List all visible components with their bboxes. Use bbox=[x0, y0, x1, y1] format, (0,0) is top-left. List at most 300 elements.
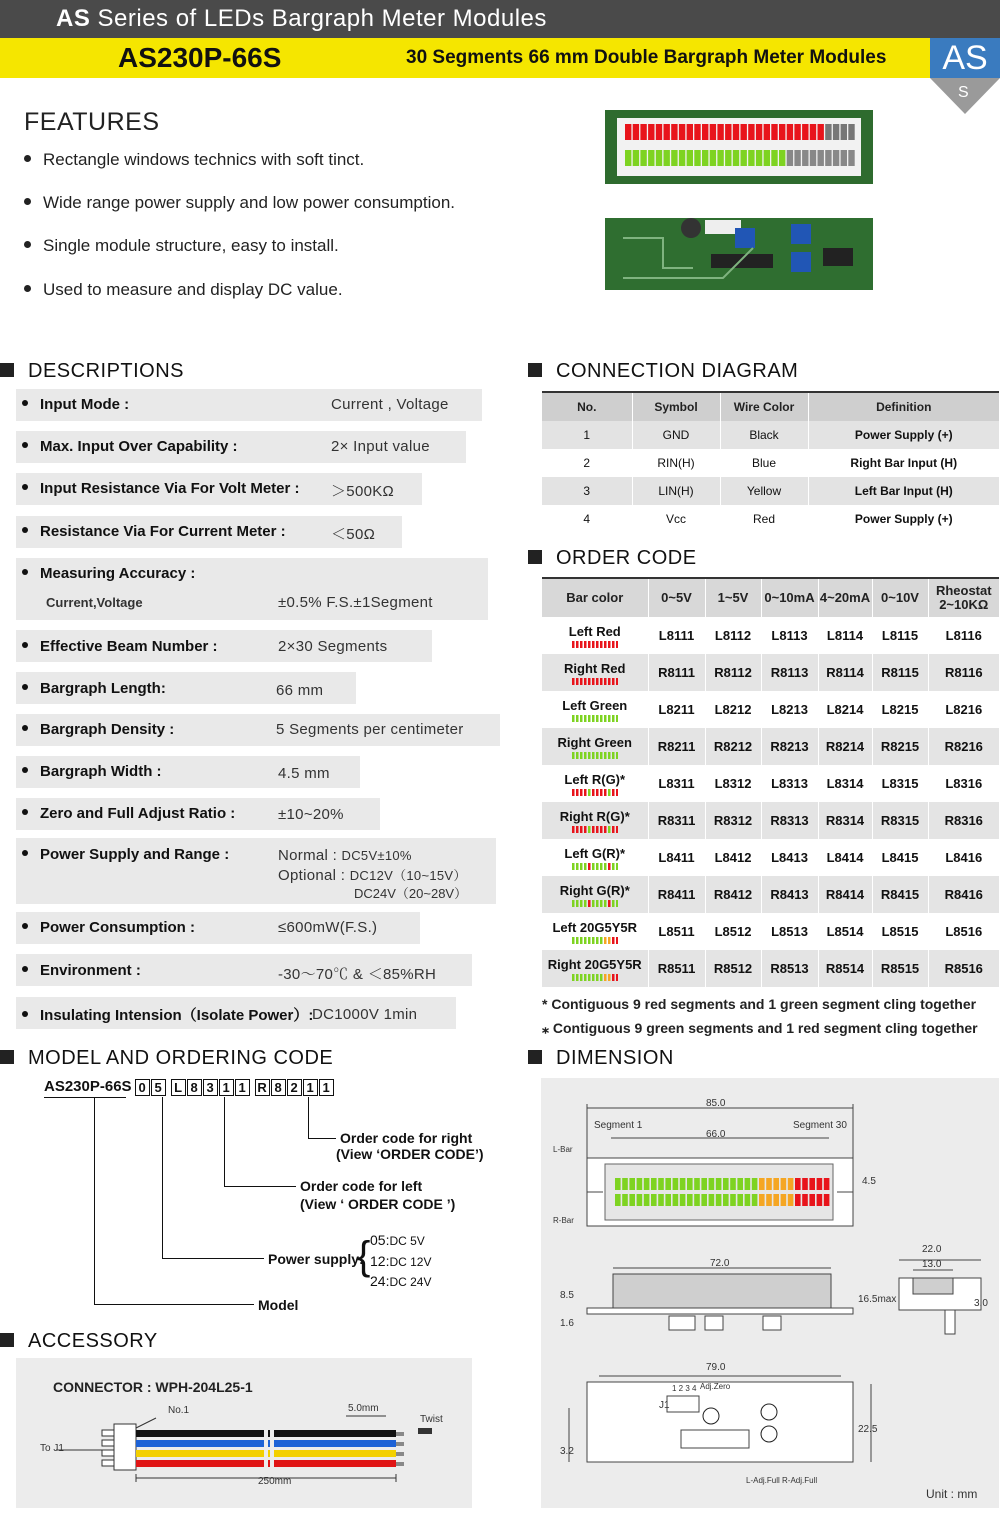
photo-led-segment bbox=[779, 124, 785, 140]
led-segment bbox=[604, 863, 607, 870]
order-code-cell: R8113 bbox=[761, 654, 818, 691]
led-segment bbox=[608, 863, 611, 870]
order-code-cell: L8511 bbox=[648, 913, 705, 950]
order-code-cell: R8416 bbox=[928, 876, 999, 913]
order-code-cell: L8411 bbox=[648, 839, 705, 876]
features-title: FEATURES bbox=[24, 108, 160, 136]
dim-led-segment bbox=[687, 1178, 693, 1190]
dim-led-segment bbox=[788, 1194, 794, 1206]
model-code-title: MODEL AND ORDERING CODE bbox=[0, 1047, 333, 1070]
table-row bbox=[542, 654, 999, 691]
led-segment bbox=[596, 826, 599, 833]
led-segment bbox=[596, 678, 599, 685]
model-subtitle: 30 Segments 66 mm Double Bargraph Meter Modules bbox=[406, 47, 887, 68]
led-segment bbox=[600, 678, 603, 685]
led-segment bbox=[604, 826, 607, 833]
order-code-cell: R8516 bbox=[928, 950, 999, 987]
led-segment bbox=[584, 789, 587, 796]
order-code-cell: R8115 bbox=[872, 654, 928, 691]
led-segment bbox=[596, 863, 599, 870]
photo-led-segment bbox=[833, 150, 839, 166]
table-row bbox=[542, 913, 999, 950]
model-title: AS230P-66S bbox=[118, 42, 282, 73]
led-segment bbox=[600, 974, 603, 981]
leader-line bbox=[224, 1186, 296, 1187]
dim-led-segment bbox=[658, 1194, 664, 1206]
led-segment bbox=[572, 641, 575, 648]
order-title: ORDER CODE bbox=[528, 547, 697, 570]
dim-led-segment bbox=[759, 1178, 765, 1190]
photo-led-segment bbox=[710, 150, 716, 166]
led-segment bbox=[604, 715, 607, 722]
led-segment bbox=[608, 937, 611, 944]
dim-led-segment bbox=[781, 1194, 787, 1206]
led-segment bbox=[600, 900, 603, 907]
dim-led-segment bbox=[773, 1178, 779, 1190]
led-segment bbox=[600, 826, 603, 833]
led-segment bbox=[616, 678, 618, 685]
bar-color-swatch bbox=[572, 974, 618, 981]
led-segment bbox=[572, 826, 575, 833]
dim-85: 85.0 bbox=[706, 1098, 726, 1109]
photo-led-segment bbox=[733, 124, 739, 140]
dim-led-segment bbox=[680, 1194, 686, 1206]
photo-led-segment bbox=[702, 150, 708, 166]
photo-led-segment bbox=[671, 124, 677, 140]
photo-led-segment bbox=[787, 150, 793, 166]
order-code-cell: L8211 bbox=[648, 691, 705, 728]
dim-72: 72.0 bbox=[710, 1258, 730, 1269]
accessory-title: ACCESSORY bbox=[0, 1330, 158, 1353]
led-segment bbox=[592, 789, 595, 796]
feature-item: Wide range power supply and low power consumption. bbox=[24, 193, 455, 213]
led-segment bbox=[580, 715, 583, 722]
photo-led-segment bbox=[841, 150, 847, 166]
led-segment bbox=[588, 974, 591, 981]
desc-row: Zero and Full Adjust Ratio : ±10~20% bbox=[16, 798, 380, 830]
led-segment bbox=[588, 863, 591, 870]
dim-led-segment bbox=[615, 1178, 621, 1190]
table-row bbox=[542, 802, 999, 839]
desc-row: Bargraph Width : 4.5 mm bbox=[16, 756, 360, 788]
led-segment bbox=[576, 863, 579, 870]
col-header: Bar color bbox=[542, 579, 648, 617]
order-code-cell: L8512 bbox=[705, 913, 761, 950]
order-code-cell: R8413 bbox=[761, 876, 818, 913]
col-header: 1~5V bbox=[705, 579, 761, 617]
led-segment bbox=[592, 641, 595, 648]
photo-led-segment bbox=[702, 124, 708, 140]
led-segment bbox=[612, 789, 615, 796]
led-segment bbox=[580, 900, 583, 907]
bar-color-name: Right R(G)* bbox=[559, 809, 630, 824]
col-header: Wire Color bbox=[720, 393, 808, 421]
bar-color-name: Left 20G5Y5R bbox=[552, 920, 638, 935]
led-segment bbox=[616, 937, 618, 944]
power-option: 12:DC 12V bbox=[370, 1253, 432, 1269]
led-segment bbox=[604, 789, 607, 796]
dim-led-segment bbox=[817, 1178, 823, 1190]
leader-line bbox=[162, 1258, 264, 1259]
right-code-hint: (View ‘ORDER CODE’) bbox=[336, 1146, 484, 1162]
led-segment bbox=[576, 752, 579, 759]
led-segment bbox=[600, 641, 603, 648]
dim-led-segment bbox=[817, 1194, 823, 1206]
photo-led-segment bbox=[725, 124, 731, 140]
order-code-cell: L8415 bbox=[872, 839, 928, 876]
order-code-cell: R8116 bbox=[928, 654, 999, 691]
order-table bbox=[542, 579, 999, 987]
cable-drawing bbox=[36, 1398, 456, 1498]
order-code-cell: L8112 bbox=[705, 617, 761, 654]
dim-led-segment bbox=[622, 1178, 628, 1190]
order-code-cell: R8311 bbox=[648, 802, 705, 839]
led-segment bbox=[612, 937, 615, 944]
photo-led-segment bbox=[725, 150, 731, 166]
led-segment bbox=[616, 900, 618, 907]
led-segment bbox=[588, 715, 591, 722]
table-row bbox=[542, 876, 999, 913]
order-code-cell: L8316 bbox=[928, 765, 999, 802]
photo-led-segment bbox=[748, 124, 754, 140]
dim-led-segment bbox=[615, 1194, 621, 1206]
order-code-cell: R8513 bbox=[761, 950, 818, 987]
dim-66: 66.0 bbox=[706, 1129, 726, 1140]
led-segment bbox=[572, 678, 575, 685]
bar-color-name: Left Red bbox=[568, 624, 621, 639]
bar-color-swatch bbox=[572, 826, 618, 833]
photo-led-segment bbox=[717, 124, 723, 140]
order-code-cell: R8112 bbox=[705, 654, 761, 691]
led-segment bbox=[616, 715, 618, 722]
led-segment bbox=[584, 937, 587, 944]
underline bbox=[44, 1097, 126, 1098]
photo-led-segment bbox=[640, 150, 646, 166]
order-code-cell: L8416 bbox=[928, 839, 999, 876]
leader-line bbox=[94, 1304, 254, 1305]
order-code-cell: L8315 bbox=[872, 765, 928, 802]
dim-led-segment bbox=[651, 1178, 657, 1190]
led-segment bbox=[576, 715, 579, 722]
led-segment bbox=[584, 715, 587, 722]
order-code-cell: R8111 bbox=[648, 654, 705, 691]
photo-led-segment bbox=[787, 124, 793, 140]
dim-led-segment bbox=[766, 1178, 772, 1190]
dim-led-segment bbox=[644, 1194, 650, 1206]
led-segment bbox=[600, 863, 603, 870]
adj-zero-label: Adj.Zero bbox=[700, 1382, 731, 1391]
dim-led-segment bbox=[752, 1178, 758, 1190]
bar-color-name: Right Green bbox=[557, 735, 632, 750]
photo-led-segment bbox=[664, 124, 670, 140]
dim-led-segment bbox=[658, 1178, 664, 1190]
order-code-cell: L8311 bbox=[648, 765, 705, 802]
dimension-title: DIMENSION bbox=[528, 1047, 674, 1070]
table-row: 2 RIN(H) Blue Right Bar Input (H) bbox=[542, 449, 999, 477]
led-segment bbox=[604, 937, 607, 944]
led-segment bbox=[600, 937, 603, 944]
to-j1-label: To J1 bbox=[40, 1443, 64, 1454]
table-row bbox=[542, 950, 999, 987]
led-segment bbox=[588, 900, 591, 907]
order-code-cell: L8514 bbox=[818, 913, 872, 950]
led-segment bbox=[600, 789, 603, 796]
col-header: No. bbox=[542, 393, 632, 421]
led-segment bbox=[580, 826, 583, 833]
order-code-cell: R8414 bbox=[818, 876, 872, 913]
dim-led-segment bbox=[651, 1194, 657, 1206]
led-segment bbox=[584, 752, 587, 759]
led-segment bbox=[580, 641, 583, 648]
left-code-label: Order code for left bbox=[300, 1178, 423, 1194]
led-segment bbox=[588, 826, 591, 833]
led-segment bbox=[612, 863, 615, 870]
table-row: 4 Vcc Red Power Supply (+) bbox=[542, 505, 999, 533]
order-code-cell: R8213 bbox=[761, 728, 818, 765]
photo-led-segment bbox=[848, 124, 854, 140]
order-code-cell: L8216 bbox=[928, 691, 999, 728]
dim-led-segment bbox=[680, 1178, 686, 1190]
order-code-cell: R8415 bbox=[872, 876, 928, 913]
led-segment bbox=[588, 678, 591, 685]
cable-length: 250mm bbox=[258, 1476, 292, 1487]
order-code-cell: L8111 bbox=[648, 617, 705, 654]
bar-color-name: Right G(R)* bbox=[559, 883, 630, 898]
led-segment bbox=[616, 641, 618, 648]
series-title: AS Series of LEDs Bargraph Meter Modules bbox=[56, 5, 547, 32]
photo-led-segment bbox=[841, 124, 847, 140]
photo-led-segment bbox=[771, 150, 777, 166]
order-code-cell: L8212 bbox=[705, 691, 761, 728]
r-bar-label: R-Bar bbox=[553, 1216, 574, 1225]
dim-led-segment bbox=[694, 1178, 700, 1190]
led-segment bbox=[572, 863, 575, 870]
dimension-drawing bbox=[541, 1078, 999, 1508]
unit-label: Unit : mm bbox=[926, 1487, 978, 1501]
col-header: Definition bbox=[808, 393, 999, 421]
table-row: 3 LIN(H) Yellow Left Bar Input (H) bbox=[542, 477, 999, 505]
photo-led-segment bbox=[687, 124, 693, 140]
led-segment bbox=[576, 641, 579, 648]
led-segment bbox=[608, 974, 611, 981]
photo-led-segment bbox=[756, 124, 762, 140]
order-code-cell: L8116 bbox=[928, 617, 999, 654]
led-segment bbox=[604, 974, 607, 981]
dim-led-segment bbox=[795, 1194, 801, 1206]
order-code-cell: L8214 bbox=[818, 691, 872, 728]
led-segment bbox=[608, 826, 611, 833]
series-badge: AS bbox=[930, 38, 1000, 78]
led-segment bbox=[584, 641, 587, 648]
led-segment bbox=[588, 937, 591, 944]
dim-led-segment bbox=[809, 1194, 815, 1206]
photo-led-segment bbox=[802, 124, 808, 140]
led-segment bbox=[616, 826, 618, 833]
order-code-cell: L8313 bbox=[761, 765, 818, 802]
led-segment bbox=[580, 752, 583, 759]
led-segment bbox=[596, 752, 599, 759]
bar-color-swatch bbox=[572, 678, 618, 685]
bar-color-name: Left G(R)* bbox=[564, 846, 626, 861]
dim-led-segment bbox=[730, 1194, 736, 1206]
led-segment bbox=[576, 826, 579, 833]
leader-line bbox=[162, 1097, 163, 1259]
model-code: AS230P-66S 0 5 L 8 3 1 1 R 8 2 1 1 bbox=[44, 1078, 335, 1096]
led-segment bbox=[612, 826, 615, 833]
order-code-cell: L8414 bbox=[818, 839, 872, 876]
bar-color-name: Right 20G5Y5R bbox=[547, 957, 642, 972]
photo-led-segment bbox=[848, 150, 854, 166]
table-row bbox=[542, 839, 999, 876]
dim-led-segment bbox=[802, 1194, 808, 1206]
led-segment bbox=[608, 752, 611, 759]
dim-led-segment bbox=[766, 1194, 772, 1206]
led-segment bbox=[592, 715, 595, 722]
led-segment bbox=[584, 974, 587, 981]
desc-row: Environment : -30～70℃ & ＜85%RH bbox=[16, 954, 472, 986]
order-code-cell: R8212 bbox=[705, 728, 761, 765]
descriptions-title: DESCRIPTIONS bbox=[0, 360, 184, 383]
order-code-cell: L8115 bbox=[872, 617, 928, 654]
led-segment bbox=[584, 826, 587, 833]
led-segment bbox=[616, 863, 618, 870]
dim-led-segment bbox=[709, 1178, 715, 1190]
led-segment bbox=[592, 900, 595, 907]
col-header: 4~20mA bbox=[818, 579, 872, 617]
led-segment bbox=[580, 789, 583, 796]
led-segment bbox=[576, 789, 579, 796]
photo-led-segment bbox=[656, 124, 662, 140]
order-code-cell: R8514 bbox=[818, 950, 872, 987]
twist-label: Twist bbox=[420, 1414, 443, 1425]
bar-color-name: Left Green bbox=[562, 698, 628, 713]
header-bar bbox=[0, 0, 1000, 38]
order-note: ⁎ Contiguous 9 green segments and 1 red segment cling together bbox=[542, 1020, 978, 1036]
photo-led-segment bbox=[687, 150, 693, 166]
dim-led-segment bbox=[795, 1178, 801, 1190]
bar-color-swatch bbox=[572, 715, 618, 722]
dim-4-5: 4.5 bbox=[862, 1176, 876, 1187]
led-segment bbox=[584, 678, 587, 685]
led-segment bbox=[580, 863, 583, 870]
dim-led-segment bbox=[745, 1194, 751, 1206]
order-code-cell: R8211 bbox=[648, 728, 705, 765]
led-segment bbox=[608, 678, 611, 685]
dim-led-segment bbox=[673, 1194, 679, 1206]
order-code-cell: L8215 bbox=[872, 691, 928, 728]
dim-13: 13.0 bbox=[922, 1259, 942, 1270]
photo-led-segment bbox=[733, 150, 739, 166]
order-code-cell: L8114 bbox=[818, 617, 872, 654]
led-segment bbox=[596, 900, 599, 907]
photo-led-segment bbox=[694, 124, 700, 140]
dim-79: 79.0 bbox=[706, 1362, 726, 1373]
leader-line bbox=[308, 1138, 336, 1139]
connection-table bbox=[542, 393, 999, 533]
order-code-cell: R8216 bbox=[928, 728, 999, 765]
dim-3: 3.0 bbox=[974, 1298, 988, 1309]
led-segment bbox=[576, 974, 579, 981]
photo-led-segment bbox=[741, 150, 747, 166]
dim-led-segment bbox=[709, 1194, 715, 1206]
dim-led-segment bbox=[824, 1178, 830, 1190]
led-segment bbox=[608, 715, 611, 722]
photo-led-segment bbox=[648, 150, 654, 166]
led-segment bbox=[616, 752, 618, 759]
photo-led-segment bbox=[802, 150, 808, 166]
desc-row: Bargraph Length: 66 mm bbox=[16, 672, 356, 704]
order-code-cell: L8113 bbox=[761, 617, 818, 654]
photo-led-segment bbox=[825, 150, 831, 166]
dim-led-segment bbox=[716, 1178, 722, 1190]
dim-1-6: 1.6 bbox=[560, 1318, 574, 1329]
dim-led-segment bbox=[665, 1194, 671, 1206]
dim-8-5: 8.5 bbox=[560, 1290, 574, 1301]
badge-sub: S bbox=[958, 84, 969, 101]
power-option: 05:DC 5V bbox=[370, 1232, 425, 1248]
led-segment bbox=[612, 752, 615, 759]
dim-led-segment bbox=[824, 1194, 830, 1206]
bar-color-swatch bbox=[572, 752, 618, 759]
connection-title: CONNECTION DIAGRAM bbox=[528, 360, 798, 383]
led-segment bbox=[592, 863, 595, 870]
photo-led-segment bbox=[648, 124, 654, 140]
led-segment bbox=[592, 937, 595, 944]
dim-led-segment bbox=[781, 1178, 787, 1190]
dim-led-segment bbox=[637, 1194, 643, 1206]
dim-led-segment bbox=[629, 1178, 635, 1190]
led-segment bbox=[592, 678, 595, 685]
photo-led-segment bbox=[779, 150, 785, 166]
dim-led-segment bbox=[687, 1194, 693, 1206]
photo-led-segment bbox=[625, 150, 631, 166]
led-segment bbox=[612, 900, 615, 907]
left-code-hint: (View ‘ ORDER CODE ’) bbox=[300, 1196, 456, 1212]
photo-led-segment bbox=[833, 124, 839, 140]
order-code-cell: L8314 bbox=[818, 765, 872, 802]
led-segment bbox=[612, 641, 615, 648]
desc-row: Power Supply and Range : Normal : DC5V±10% Optional : DC12V（10~15V） DC24V（20~28V） bbox=[16, 838, 496, 904]
led-segment bbox=[588, 789, 591, 796]
bar-color-swatch bbox=[572, 863, 618, 870]
bar-color-swatch bbox=[572, 937, 618, 944]
order-code-cell: R8412 bbox=[705, 876, 761, 913]
photo-led-segment bbox=[741, 124, 747, 140]
order-code-cell: R8515 bbox=[872, 950, 928, 987]
col-header: 0~5V bbox=[648, 579, 705, 617]
dim-led-segment bbox=[737, 1194, 743, 1206]
led-segment bbox=[600, 715, 603, 722]
dim-led-segment bbox=[737, 1178, 743, 1190]
bar-color-name: Left R(G)* bbox=[564, 772, 626, 787]
led-segment bbox=[616, 974, 618, 981]
dim-3-2: 3.2 bbox=[560, 1446, 574, 1457]
order-code-cell: R8511 bbox=[648, 950, 705, 987]
photo-led-segment bbox=[664, 150, 670, 166]
table-row bbox=[542, 765, 999, 802]
order-code-cell: L8312 bbox=[705, 765, 761, 802]
col-header: Symbol bbox=[632, 393, 720, 421]
photo-led-segment bbox=[625, 124, 631, 140]
led-segment bbox=[576, 900, 579, 907]
led-segment bbox=[572, 900, 575, 907]
order-code-cell: R8215 bbox=[872, 728, 928, 765]
photo-led-segment bbox=[771, 124, 777, 140]
photo-led-segment bbox=[756, 150, 762, 166]
order-code-cell: R8512 bbox=[705, 950, 761, 987]
desc-row: Max. Input Over Capability : 2× Input value bbox=[16, 431, 466, 463]
led-segment bbox=[604, 752, 607, 759]
